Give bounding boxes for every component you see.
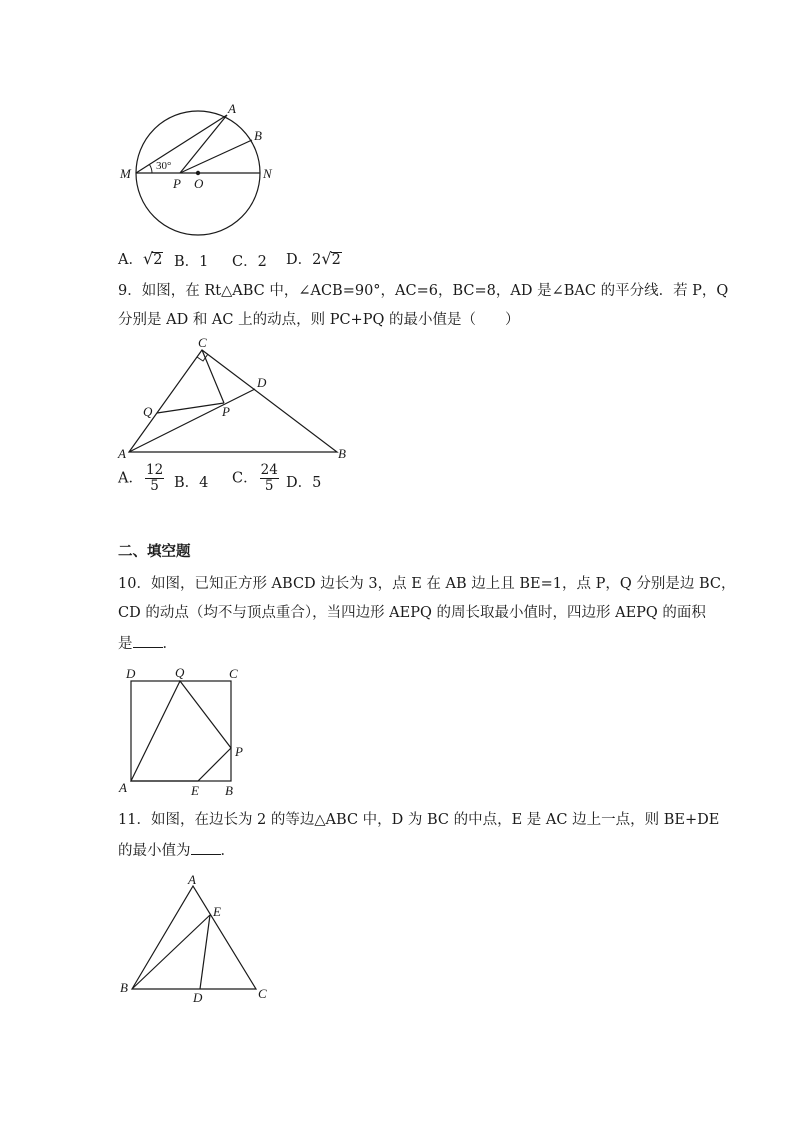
label-d: D	[126, 666, 136, 681]
q9-option-c-prefix: C．	[232, 470, 258, 487]
label-a: A	[118, 446, 126, 461]
q9-option-b: B．4	[174, 475, 209, 491]
label-e: E	[213, 904, 221, 919]
label-o: O	[194, 176, 204, 191]
q9-option-c-numerator: 24	[260, 462, 278, 478]
label-e: E	[191, 783, 199, 798]
sqrt-symbol: √	[142, 249, 154, 268]
label-q: Q	[175, 665, 185, 680]
label-b: B	[120, 980, 128, 995]
q11-line2-prefix: 的最小值为	[118, 843, 191, 859]
label-a: A	[188, 872, 196, 887]
section-heading: 二、填空题	[118, 544, 191, 560]
label-n: N	[263, 166, 272, 181]
label-d: D	[193, 990, 203, 1005]
label-b: B	[338, 446, 346, 461]
q9-option-a-denominator: 5	[150, 478, 159, 494]
angle-label-30: 30°	[156, 160, 172, 172]
q10-line2: CD 的动点（均不与顶点重合），当四边形 AEPQ 的周长取最小值时，四边形 AEPQ 的面积	[118, 605, 706, 621]
triangle-abc	[132, 886, 256, 989]
sqrt-symbol: √	[321, 249, 332, 268]
q8-option-b: B．1	[174, 254, 209, 270]
q8-option-d-prefix: D．2	[286, 252, 322, 268]
label-b: B	[254, 128, 262, 143]
label-b: B	[225, 783, 233, 798]
q8-option-c: C．2	[232, 254, 267, 270]
label-m: M	[120, 166, 131, 181]
q9-option-a-prefix: A．	[118, 470, 143, 487]
q9-line2: 分别是 AD 和 AC 上的动点，则 PC+PQ 的最小值是（ ）	[118, 312, 520, 328]
label-p: P	[222, 404, 230, 419]
segment-de	[200, 915, 210, 989]
q9-option-c-denominator: 5	[264, 478, 274, 494]
q10-line1: 10．如图，已知正方形 ABCD 边长为 3，点 E 在 AB 边上且 BE=1，点 P，Q 分别是边 BC，	[118, 576, 736, 592]
q11-line2-suffix: ．	[220, 843, 235, 859]
label-p: P	[235, 744, 243, 759]
segment-be	[132, 915, 210, 989]
q9-option-d: D．5	[286, 475, 322, 491]
q10-line3-suffix: ．	[162, 636, 177, 652]
q8-option-a-radicand: 2	[153, 252, 163, 268]
q8-option-a-prefix: A．	[118, 252, 143, 268]
label-c: C	[258, 986, 267, 1001]
label-a: A	[119, 780, 127, 795]
q10-line3-prefix: 是	[118, 636, 133, 652]
label-c: C	[229, 666, 238, 681]
q11-line1: 11．如图，在边长为 2 的等边△ABC 中，D 为 BC 的中点，E 是 AC 边上一点，则 BE+DE	[118, 812, 720, 828]
label-q: Q	[143, 404, 153, 419]
label-d: D	[257, 375, 267, 390]
q9-line1: 9．如图，在 Rt△ABC 中，∠ACB=90°，AC=6，BC=8，AD 是∠BAC 的平分线．若 P，Q	[118, 283, 729, 299]
q9-option-a-numerator: 12	[145, 462, 164, 478]
label-p: P	[173, 176, 181, 191]
label-a: A	[228, 101, 236, 116]
label-c: C	[198, 335, 207, 350]
q8-option-d-radicand: 2	[331, 252, 341, 268]
